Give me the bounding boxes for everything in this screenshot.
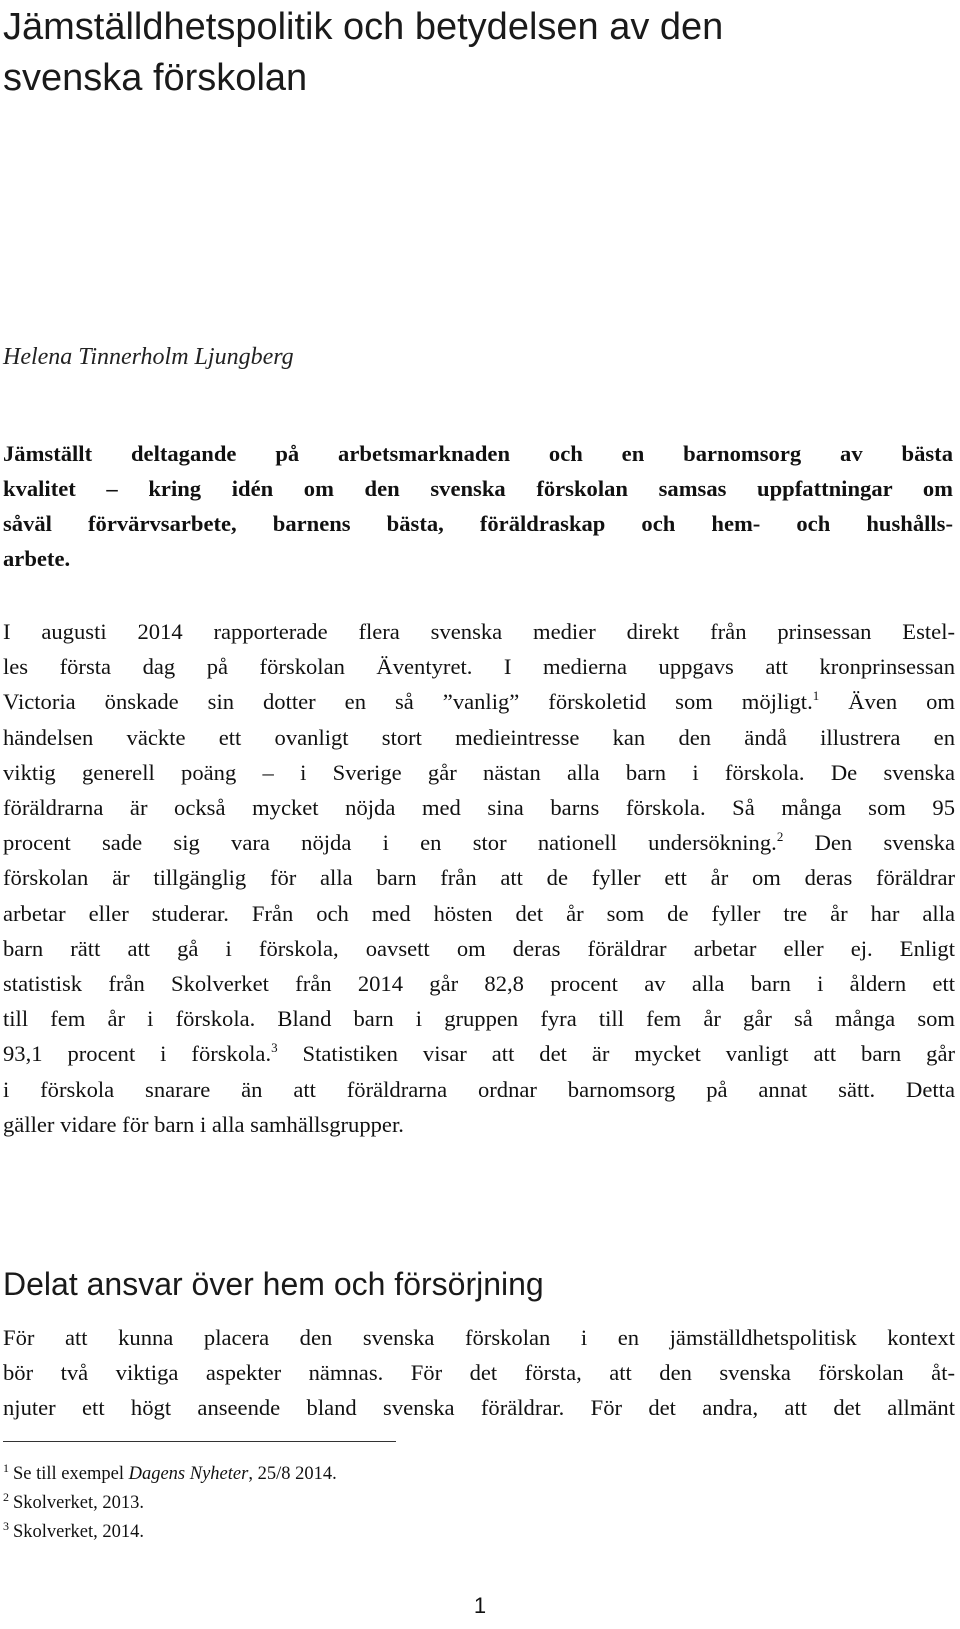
footnote-source-title: Dagens Nyheter (128, 1464, 249, 1484)
body-line: viktig generell poäng – i Sverige går nästan alla barn i förskola. De svenska (3, 759, 955, 785)
body-text: 93,1 procent i förskola. (3, 1041, 272, 1067)
footnote-text: Se till exempel (13, 1464, 129, 1484)
title-line: Jämställdhetspolitik och betydelsen av den (3, 6, 724, 48)
body-line: gäller vidare för barn i alla samhällsgrupper. (3, 1111, 404, 1137)
body-line (3, 684, 955, 719)
body-line: föräldrarna är också mycket nöjda med sina barns förskola. Så många som 95 (3, 795, 955, 821)
lead-line: kvalitet – kring idén om den svenska förskolan samsas uppfattningar om (3, 476, 953, 501)
body-text: procent sade sig vara nöjda i en stor nationell undersökning. (3, 830, 777, 856)
footnote-text: Skolverket, 2013. (13, 1493, 145, 1513)
body-line: i förskola snarare än att föräldrarna ordnar barnomsorg på annat sätt. Detta (3, 1076, 955, 1102)
body-paragraph-2 (3, 1320, 955, 1426)
page-number: 1 (473, 1593, 487, 1618)
document-title (3, 2, 943, 104)
footnote-2 (3, 1491, 703, 1515)
title-line: svenska förskolan (3, 57, 308, 99)
body-line: I augusti 2014 rapporterade flera svenska medier direkt från prinsessan Estel- (3, 619, 955, 644)
body-line: För att kunna placera den svenska förskolan i en jämställdhetspolitisk kontext (3, 1325, 955, 1350)
footnote-ref-1[interactable]: 1 (812, 688, 820, 704)
footnote-number: 3 (3, 1519, 9, 1533)
footnote-text: , 25/8 2014. (248, 1464, 337, 1484)
footnote-number: 2 (3, 1490, 9, 1504)
body-paragraph-1 (3, 614, 955, 1142)
author-name: Helena Tinnerholm Ljungberg (3, 344, 294, 370)
section-heading: Delat ansvar över hem och försörjning (3, 1266, 544, 1302)
body-line: njuter ett högt anseende bland svenska föräldrar. För det andra, att det allmänt (3, 1395, 955, 1421)
body-line: statistisk från Skolverket från 2014 går 82,8 procent av alla barn i åldern ett (3, 971, 955, 997)
body-text: Även om (819, 689, 955, 715)
lead-line: såväl förvärvsarbete, barnens bästa, föräldraskap och hem- och hushålls- (3, 511, 953, 536)
footnote-number: 1 (3, 1461, 9, 1475)
body-line: bör två viktiga aspekter nämnas. För det första, att den svenska förskolan åt- (3, 1360, 955, 1386)
lead-line: arbete. (3, 546, 71, 571)
body-text: Statistiken visar att det är mycket vanligt att barn går (277, 1041, 955, 1067)
body-line (3, 825, 955, 860)
body-text: Victoria önskade sin dotter en så ”vanlig” förskoletid som möjligt. (3, 689, 813, 715)
body-text: Den svenska (783, 830, 955, 856)
body-line (3, 1036, 955, 1071)
body-line: arbetar eller studerar. Från och med hösten det år som de fyller tre år har alla (3, 900, 955, 926)
body-line: händelsen väckte ett ovanligt stort medieintresse kan den ändå illustrera en (3, 724, 955, 750)
body-line: les första dag på förskolan Äventyret. I medierna uppgavs att kronprinsessan (3, 654, 955, 680)
lead-line: Jämställt deltagande på arbetsmarknaden och en barnomsorg av bästa (3, 441, 953, 466)
lead-paragraph (3, 436, 953, 576)
footnote-1 (3, 1462, 703, 1486)
body-line: förskolan är tillgänglig för alla barn från att de fyller ett år om deras föräldrar (3, 865, 955, 891)
body-line: barn rätt att gå i förskola, oavsett om deras föräldrar arbetar eller ej. Enligt (3, 935, 955, 961)
body-line: till fem år i förskola. Bland barn i gruppen fyra till fem år går så många som (3, 1006, 955, 1032)
footnote-3 (3, 1520, 703, 1544)
footnote-divider (3, 1441, 396, 1442)
footnote-text: Skolverket, 2014. (13, 1522, 145, 1542)
footnote-ref-3[interactable]: 3 (271, 1040, 278, 1056)
footnote-ref-2[interactable]: 2 (776, 829, 784, 845)
